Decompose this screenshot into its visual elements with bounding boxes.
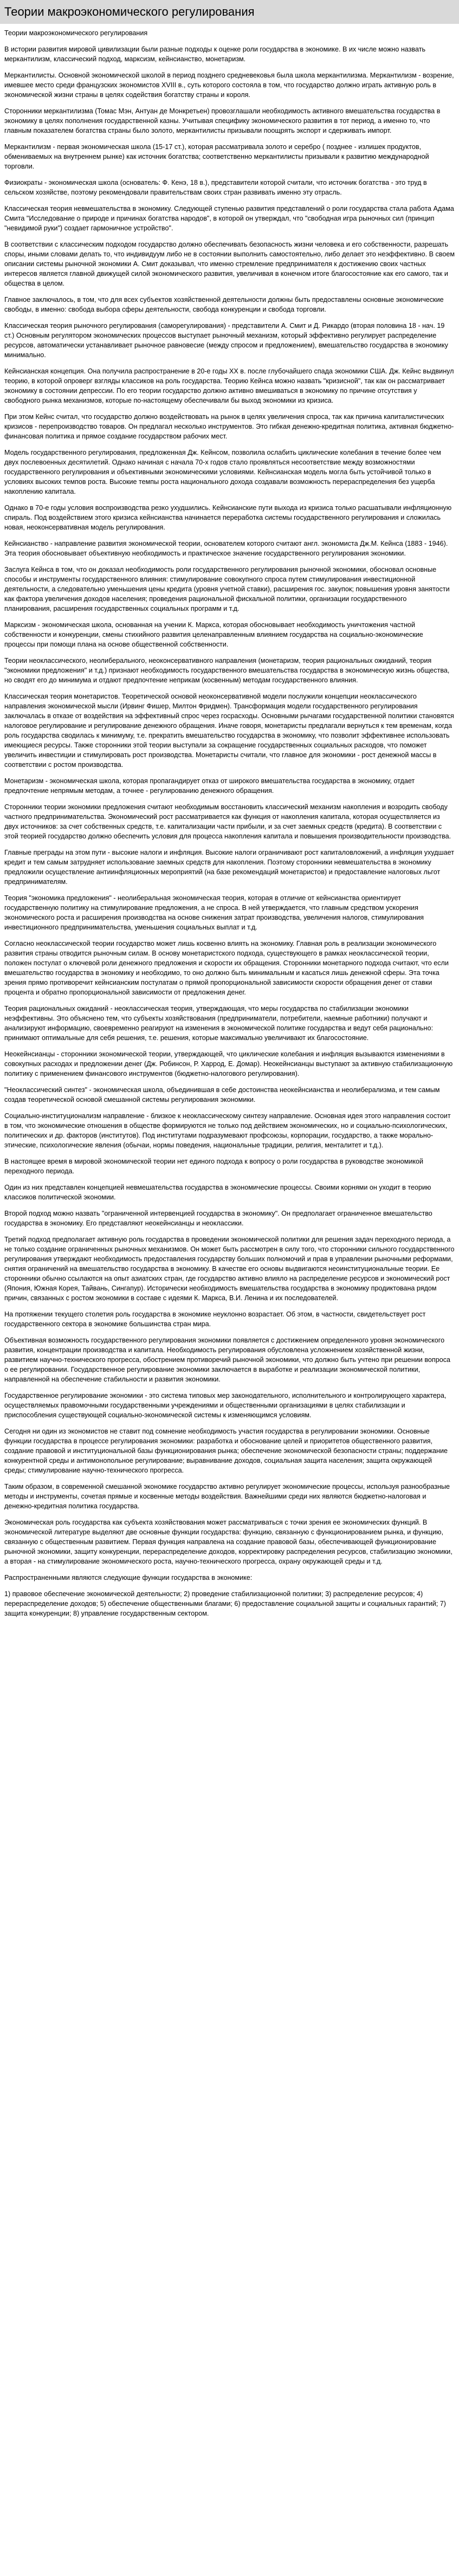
article-paragraph: Социально-институционализм направление - близкое к неоклассическому синтезу направление. Основная идея этого направления состоит в том, что экономические отношения в обществе формируются не только под действием экономических, но и социально-психологических, политических и др. факторов (институтов). Под институтами подразумевают профсоюзы, корпорации, государство, а также морально-этические, психологические явления (обычаи, нормы поведения, национальные традиции, религия, менталитет и т.д.). (4, 1112, 451, 1149)
article-paragraph: Меркантилизм - первая экономическая школа (15-17 ст.), которая рассматривала золото и серебро ( позднее - излишек продуктов, обмениваемых на внутреннем рынке) как источник богатства; соответственно меркантилисты призывали к развитию международной торговли. (4, 143, 429, 170)
article-paragraph: 1) правовое обеспечение экономической деятельности; 2) проведение стабилизационной политики; 3) распределение ресурсов; 4) перераспределение доходов; 5) обеспечение общественными благами; 6) предоставление социальной защиты и социальных гарантий; 7) защита конкуренции; 8) управление государственным сектором. (4, 1590, 446, 1617)
article-paragraph: Таким образом, в современной смешанной экономике государство активно регулирует экономические процессы, используя разнообразные методы и инструменты, сочетая прямые и косвенные методы воздействия. Важнейшими среди них являются бюджетно-налоговая и денежно-кредитная политика государства. (4, 1483, 450, 1510)
article-paragraph: Теории макроэкономического регулирования (4, 29, 148, 37)
article-paragraph: Кейнсианская концепция. Она получила распространение в 20-е годы XX в. после глубочайшего спада экономики США. Дж. Кейнс выдвинул теорию, в которой опроверг взгляды классиков на роль государства. Теорию Кейнса можно назвать "кризисной", так как он рассматривает экономику в состоянии депрессии. По его теории государство должно активно вмешиваться в экономику по причине отсутствия у свободного рынка механизмов, которые по-настоящему обеспечивали бы выход экономики из кризиса. (4, 367, 454, 404)
article-paragraph: Экономическая роль государства как субъекта хозяйствования может рассматриваться с точки зрения ее экономических функций. В экономической литературе выделяют две основные функции государства: функцию, связанную с функционированием рынка, и функцию, связанную с общественным развитием. Первая функция направлена на создание правовой базы, обеспечивающей функционирование рыночной экономики, защиту конкуренции, перераспределение доходов, корректировку распределения ресурсов, стабилизацию экономики, а вторая - на стимулирование экономического роста, научно-технического прогресса, охрану окружающей среды и т.д. (4, 1519, 452, 1565)
article-paragraph: Монетаризм - экономическая школа, которая пропагандирует отказ от широкого вмешательства государства в экономику, отдает предпочтение непрямым методам, а точнее - регулированию денежного обращения. (4, 777, 415, 795)
page-title: Теории макроэкономического регулирования (4, 5, 255, 18)
article-paragraph: Модель государственного регулирования, предложенная Дж. Кейнсом, позволила ослабить циклические колебания в течение более чем двух послевоенных десятилетий. Однако начиная с начала 70-х годов стало проявляться несоответствие между возможностями государственного регулирования и объективными экономическими условиями. Кейнсианская модель могла быть устойчивой только в условиях высоких темпов роста. Высокие темпы роста национального дохода создавали возможность перераспределения без ущерба накоплению капитала. (4, 449, 441, 495)
article-paragraph: Главное заключалось, в том, что для всех субъектов хозяйственной деятельности должны быть предоставлены основные экономические свободы, в именно: свобода выбора сферы деятельности, свобода конкуренции и свобода торговли. (4, 296, 444, 313)
article-paragraph: При этом Кейнс считал, что государство должно воздействовать на рынок в целях увеличения спроса, так как причина капиталистических кризисов - перепроизводство товаров. Он предлагал несколько инструментов. Это гибкая денежно-кредитная политика, активная бюджетно-финансовая политика и прямое создание государством рабочих мест. (4, 413, 454, 440)
article-paragraph: Марксизм - экономическая школа, основанная на учении К. Маркса, которая обосновывает необходимость уничтожения частной собственности и конкуренции, смены стихийного развития целенаправленным влиянием государства на социально-экономические процессы при помощи плана на основе общественной собственности. (4, 621, 423, 648)
article-paragraph: Неокейнсианцы - сторонники экономической теории, утверждающей, что циклические колебания и инфляция вызываются изменениями в совокупных расходах и предложении денег (Дж. Робинсон, Р. Харрод, Е. Домар). Неокейнсианцы выступают за активную стабилизационную политику с применением финансового инструментов (бюджетно-налогового регулирования). (4, 1050, 453, 1077)
article-paragraph: Однако в 70-е годы условия воспроизводства резко ухудшились. Кейнсианские пути выхода из кризиса только расшатывали инфляционную спираль. Под воздействием этого кризиса кейнсианства начинается переработка системы государственного регулирования и сложилась новая, неоконсервативная модель регулирования. (4, 504, 452, 531)
article-paragraph: В соответствии с классическим подходом государство должно обеспечивать безопасность жизни человека и его собственности, разрешать споры, иными словами делать то, что индивидуум либо не в состоянии выполнить самостоятельно, либо делает это неэффективно. В своем описании системы рыночной экономики А. Смит доказывал, что именно стремление предпринимателя к достижению своих частных интересов является главной движущей силой экономического развития, увеличивая в конечном итоге благосостояние как его самого, так и общества в целом. (4, 241, 455, 287)
article-paragraph: Меркантилисты. Основной экономической школой в период позднего средневековья была школа меркантилизма. Меркантилизм - возрение, имевшее место среди французских экономистов XVIII в., суть которого состояла в том, что государство должно играть активную роль в экономической жизни страны в целях содействия богатству страны и короля. (4, 72, 454, 99)
article-paragraph: В настоящее время в мировой экономической теории нет единого подхода к вопросу о роли государства в руководстве экономикой переходного периода. (4, 1158, 424, 1175)
article-paragraph: Второй подход можно назвать "ограниченной интервенцией государства в экономику". Он предполагает ограниченное вмешательство государства в экономику. Его представляют неокейнсианцы и неоклассики. (4, 1210, 432, 1227)
article-paragraph: "Неоклассический синтез" - экономическая школа, объединившая в себе достоинства неокейнсианства и неолиберализма, и тем самым создав теоретической основой смешанной системы регулирования экономики. (4, 1086, 440, 1103)
title-bar (0, 0, 459, 24)
article-paragraph: Физиократы - экономическая школа (основатель: Ф. Кенэ, 18 в.), представители которой считали, что источник богатства - это труд в сельском хозяйстве, поэтому рекомендовали правительствам своих стран развивать именно эту отрасль. (4, 179, 427, 196)
article-paragraph: На протяжении текущего столетия роль государства в экономике неуклонно возрастает. Об этом, в частности, свидетельствует рост государственного сектора в экономике большинства стран мира. (4, 1310, 426, 1328)
article-body (0, 24, 459, 1630)
article-paragraph: Сторонники меркантилизма (Томас Мэн, Антуан де Монкретьен) провозглашали необходимость активного вмешательства государства в экономику в целях пополнения государственной казны. Учитывая специфику экономического развития в тот период, а именно то, что главным показателем богатства страны было золото, меркантилисты призывали поощрять экспорт и сдерживать импорт. (4, 107, 441, 134)
article-paragraph: Главные преграды на этом пути - высокие налоги и инфляция. Высокие налоги ограничивают рост капиталовложений, а инфляция ухудшает кредит и тем самым затрудняет использование заемных средств для накопления. Поэтому сторонники невмешательства в экономику предложили осуществление антиинфляционных мероприятий (на базе рекомендаций монетаристов) и предоставление налоговых льгот предпринимателям. (4, 849, 454, 886)
article-paragraph: Сторонники теории экономики предложения считают необходимым восстановить классический механизм накопления и возродить свободу частного предпринимательства. Экономический рост рассматривается как функция от накопления капитала, которая осуществляется из двух источников: за счет собственных средств, т.е. капитализации части прибыли, и за счет заемных средств (кредита). В соответствии с этой теорией государство должно обеспечить условия для процесса накопления капитала и повышения производительности производства. (4, 803, 451, 840)
article-paragraph: Теория рациональных ожиданий - неоклассическая теория, утверждающая, что меры государства по стабилизации экономики неэффективны. Это объяснено тем, что субъекты хозяйствования (предприниматели, потребители, наемные работники) получают и анализируют информацию, своевременно реагируют на изменения в экономической политике государства и ведут себя рационально: принимают оптимальные для себя решения, т.е. решения, которые максимально увеличивают их благосостояние. (4, 1005, 434, 1042)
article-paragraph: Классическая теория монетаристов. Теоретической основой неоконсервативной модели послужили концепции неоклассического направления экономической мысли (Ирвинг Фишер, Милтон Фридмен). Трансформация модели государственного регулирования заключалась в отказе от воздействия на эффективный спрос через госрасходы. Основными рычагами государственной политики становятся налоговое регулирование и регулирование денежного обращения. Иначе говоря, монетаристы предлагали вернуться к тем временам, когда роль государства сводилась к минимуму, т.е. прекратить вмешательство государства в экономику, что позволит эффективнее использовать имеющиеся ресурсы. Также сторонники этой теории выступали за сокращение государственных социальных расходов, что поможет увеличить инвестиции и стимулировать рост производства. Монетаристы считали, что главное для экономики - рост денежной массы в соответствии с ростом производства. (4, 693, 454, 769)
article-paragraph: Третий подход предполагает активную роль государства в проведении экономической политики для решения задач переходного периода, а не только создание ограниченных рыночных механизмов. Он может быть рассмотрен в силу того, что сторонники сильного государственного регулирования утверждают необходимость предоставления государству больших полномочий и прав в управлении рыночными реформами, снятия ограничений на вмешательство государства в экономику. В качестве его основы выдвигаются неоинституциональные теории. Ее сторонники обычно ссылаются на опыт азиатских стран, где государство активно влияло на распределение ресурсов и экономический рост (Япония, Южная Корея, Тайвань, Сингапур). Исторически необходимость вмешательства государства в экономику продиктована рядом причин, связанных с ростом экономики в составе с идеями К. Маркса, В.И. Ленина и их последователей. (4, 1236, 455, 1302)
article-paragraph: Сегодня ни один из экономистов не ставит под сомнение необходимость участия государства в регулировании экономики. Основные функции государства в процессе регулирования экономики: разработка и обоснование целей и приоритетов общественного развития, создание правовой и институциональной базы функционирования рынка; обеспечение экономической безопасности страны; поддержание конкурентной среды и антимонопольное регулирование; выравнивание доходов, социальная защита населения; защита окружающей среды; стимулирование научно-технического прогресса. (4, 1428, 448, 1474)
article-paragraph: В истории развития мировой цивилизации были разные подходы к оценке роли государства в экономике. В их числе можно назвать меркантилизм, классический подход, марксизм, кейнсианство, монетаризм. (4, 46, 426, 63)
article-paragraph: Один из них представлен концепцией невмешательства государства в экономические процессы. Своими корнями он уходит в теорию классиков политической экономии. (4, 1184, 431, 1201)
article-paragraph: Объективная возможность государственного регулирования экономики появляется с достижением определенного уровня экономического развития, концентрации производства и капитала. Необходимость регулирования обусловлена усложнением хозяйственной жизни, развитием научно-технического прогресса, обострением противоречий рыночной экономики, что должно быть учтено при решении вопроса о ее регулировании. Государственное регулирование экономики заключается в выработке и реализации экономической политики, направленной на обеспечение стабильности и развития экономики. (4, 1337, 451, 1383)
article-paragraph: Кейнсианство - направление развития экономической теории, основателем которого считают англ. экономиста Дж.М. Кейнса (1883 - 1946). Эта теория обосновывает объективную необходимость и практическое значение государственного регулирования экономики. (4, 540, 448, 557)
article-paragraph: Заслуга Кейнса в том, что он доказал необходимость роли государственного регулирования рыночной экономики, обосновал основные способы и инструменты государственного влияния: стимулирование совокупного спроса путем стимулирования инвестиционной деятельности, а следовательно уменьшения цены кредита (уровня учетной ставки), расширения гос. закупок; повышения уровня занятости как фактора увеличения доходов населения; проведения рациональной фискальной политики, организации государственного планирования, расширения государственных социальных программ и т.д. (4, 566, 450, 612)
article-paragraph: Классическая теория рыночного регулирования (саморегулирования) - представители А. Смит и Д. Рикардо (вторая половина 18 - нач. 19 ст.) Основным регулятором экономических процессов выступает рыночный механизм, который эффективно регулирует распределение ресурсов, автоматически устанавливает рыночное равновесие (между спросом и предложением), вмешательство государства в экономику минимально. (4, 322, 448, 359)
article-paragraph: Теория "экономика предложения" - неолиберальная экономическая теория, которая в отличие от кейнсианства ориентирует государственную политику на стимулирование предложения, а не спроса. В ней утверждается, что главным средством ускорения экономического роста и расширения производства на основе снижения затрат производства, увеличения налогов, стимулирования инвестиционного предпринимательства, уменьшения социальных выплат и т.д. (4, 894, 424, 931)
article-paragraph: Теории неоклассического, неолиберального, неоконсервативного направления (монетаризм, теория рациональных ожиданий, теория "экономики предложения" и т.д.) признают необходимость государственного вмешательства государства в экономическую жизнь общества, но сводят его до минимума и отдают предпочтение неприкам (косвенным) методам государственного влияния. (4, 657, 450, 684)
article-paragraph: Согласно неоклассической теории государство может лишь косвенно влиять на экономику. Главная роль в реализации экономического развития страны отводится рыночным силам. В основу монетаристского подхода, существующего в рамках неоклассической теории, положен постулат о ключевой роли денежного предложения и скорости их обращения. Сторонники монетарного подхода считают, что если вмешательство государства в экономику и необходимо, то оно должно быть минимальным и касаться лишь денежной сферы. Эта точка зрения прямо противоречит кейнсианским постулатам о прямой пропорциональной зависимости скорости обращения денег от ставки процента и обратно пропорциональной зависимости от предложения денег. (4, 940, 449, 996)
article-paragraph: Распространенными являются следующие функции государства в экономике: (4, 1574, 253, 1581)
article-paragraph: Классическая теория невмешательства в экономику. Следующей ступенью развития представлений о роли государства стала работа Адама Смита "Исследование о природе и причинах богатства народов", в которой он утверждал, что "свободная игра рыночных сил (принцип "невидимой руки") создает гармоничное устройство". (4, 205, 454, 232)
article-paragraph: Государственное регулирование экономики - это система типовых мер законодательного, исполнительного и контролирующего характера, осуществляемых правомочными государственными учреждениями и общественными организациями в целях стабилизации и приспособления существующей социально-экономической системы к изменяющимся условиям. (4, 1392, 447, 1419)
